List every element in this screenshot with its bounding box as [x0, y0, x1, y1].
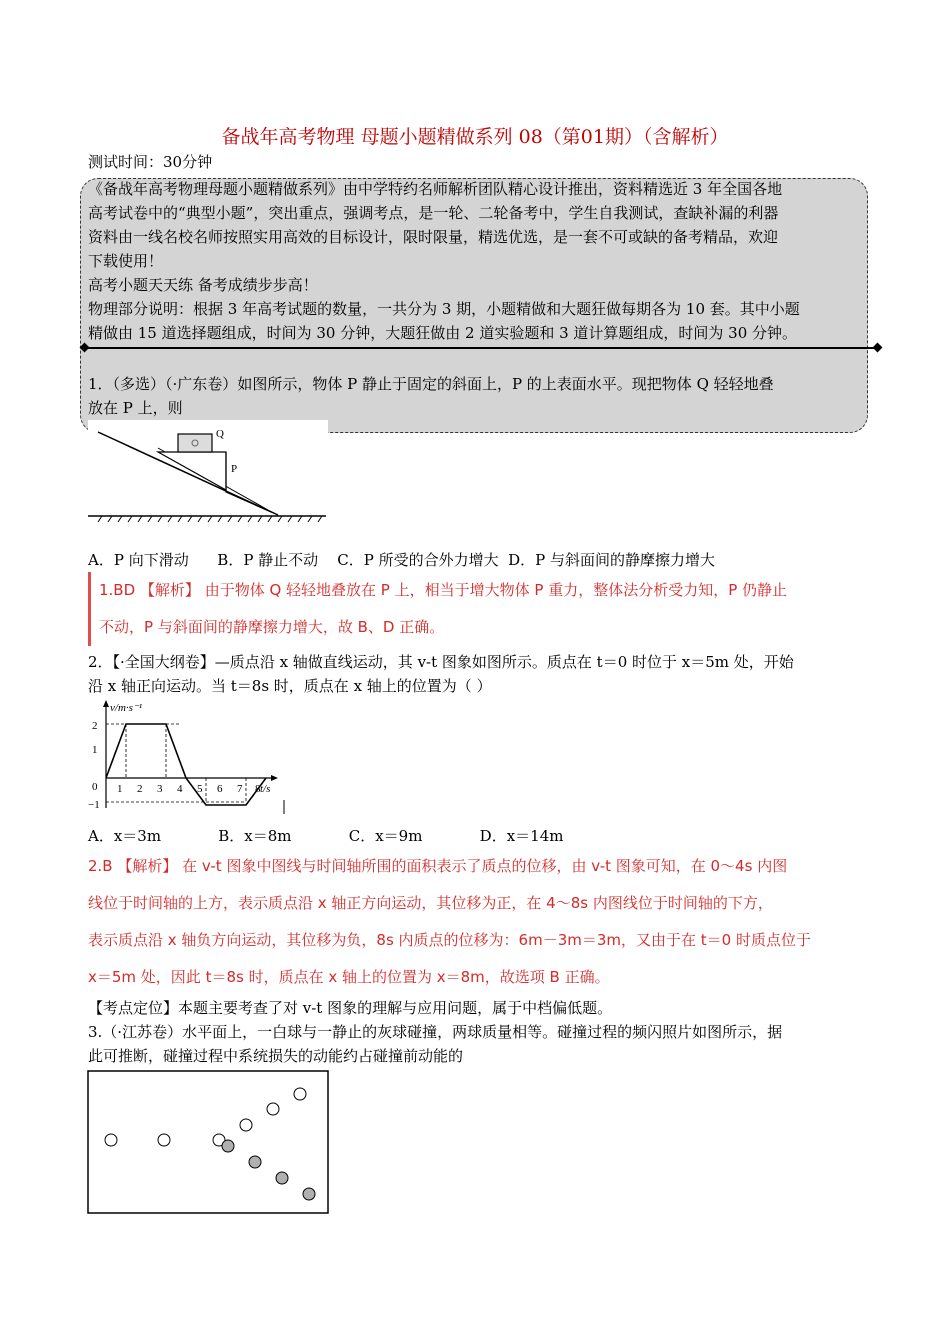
q2-stem-line: 沿 x 轴正向运动。当 t＝8s 时，质点在 x 轴上的位置为（ ）: [88, 677, 492, 695]
gray-ball: [276, 1172, 288, 1184]
x-tick-label: 8: [255, 783, 261, 795]
white-ball: [105, 1134, 117, 1146]
intro-line: 高考小题天天练 备考成绩步步高！: [88, 276, 318, 294]
y-axis-arrow: [103, 700, 109, 707]
q2-answer-line: x＝5m 处，因此 t＝8s 时，质点在 x 轴上的位置为 x＝8m，故选项 B 正确。: [88, 968, 610, 986]
q3-stem-line: 3.（·江苏卷）水平面上，一白球与一静止的灰球碰撞，两球质量相等。碰撞过程的频闪照片如图所示，据: [88, 1023, 783, 1041]
x-tick-label: 4: [177, 783, 183, 795]
gray-ball: [303, 1188, 315, 1200]
q2-options: A．x＝3m B．x＝8m C．x＝9m D．x＝14m: [88, 827, 564, 845]
q2-answer-line: 2.B 【解析】 在 v-t 图象中图线与时间轴所围的面积表示了质点的位移，由 v-t 图象可知，在 0～4s 内图: [88, 857, 788, 875]
q1-options: A．P 向下滑动 B．P 静止不动 C．P 所受的合外力增大 D．P 与斜面间的静摩擦力增大: [88, 551, 716, 569]
x-axis-label: t/s: [260, 783, 271, 795]
kaodian-line: 【考点定位】本题主要考查了对 v-t 图象的理解与应用问题，属于中档偏低题。: [88, 999, 613, 1017]
white-ball: [158, 1134, 170, 1146]
page-title: 备战年高考物理 母题小题精做系列 08（第01期）（含解析）: [221, 126, 729, 148]
test-time: 测试时间：30分钟: [88, 153, 213, 171]
intro-line: 高考试卷中的“典型小题”，突出重点，强调考点，是一轮、二轮备考中，学生自我测试，查缺补漏的利器: [88, 204, 779, 222]
q1-incline-figure: [88, 420, 328, 525]
x-tick-label: 2: [137, 783, 143, 795]
x-tick-label: 1: [117, 783, 123, 795]
y-tick-label: 0: [92, 781, 98, 793]
figure-frame: [88, 1071, 328, 1213]
white-ball: [294, 1088, 306, 1100]
q2-answer: [88, 848, 858, 996]
q1-stem-line: 放在 P 上，则: [88, 399, 183, 417]
intro-line: 下载使用！: [88, 252, 164, 270]
x-axis-arrow: [271, 775, 278, 781]
intro-line: 精做由 15 道选择题组成，时间为 30 分钟，大题狂做由 2 道实验题和 3 道计算题组成，时间为 30 分钟。: [88, 324, 798, 342]
white-ball: [267, 1103, 279, 1115]
label-p: P: [231, 463, 238, 475]
intro-line: 《备战年高考物理母题小题精做系列》由中学特约名师解析团队精心设计推出，资料精选近 3 年全国各地: [88, 180, 783, 198]
x-tick-label: 5: [197, 783, 203, 795]
q1-stem-line: 1．（多选）（·广东卷）如图所示，物体 P 静止于固定的斜面上，P 的上表面水平。现把物体 Q 轻轻地叠: [88, 375, 774, 393]
y-tick-label: 1: [92, 744, 98, 756]
white-ball: [240, 1119, 252, 1131]
diamond-marker-right: [873, 343, 883, 353]
q3-stem-line: 此可推断，碰撞过程中系统损失的动能约占碰撞前动能的: [88, 1047, 464, 1065]
y-tick-label: 2: [92, 720, 98, 732]
q1-answer: [88, 572, 858, 646]
y-axis-label: v/m·s⁻¹: [110, 702, 143, 714]
label-q: Q: [216, 428, 224, 440]
divider-rule: [84, 347, 878, 349]
gray-ball: [249, 1156, 261, 1168]
q1-answer-line: 不动，P 与斜面间的静摩擦力增大，故 B、D 正确。: [99, 618, 445, 636]
q3-strobe-figure: [87, 1070, 331, 1216]
y-tick-label: −1: [88, 799, 100, 811]
q1-answer-line: 1.BD 【解析】 由于物体 Q 轻轻地叠放在 P 上，相当于增大物体 P 重力，整体法分析受力知，P 仍静止: [99, 581, 788, 599]
intro-line: 资料由一线名校名师按照实用高效的目标设计，限时限量，精选优选，是一套不可或缺的备考精品，欢迎: [88, 228, 779, 246]
q2-vt-chart: [88, 698, 288, 816]
x-tick-label: 6: [217, 783, 223, 795]
gray-ball: [222, 1140, 234, 1152]
q2-answer-line: 线位于时间轴的上方，表示质点沿 x 轴正方向运动，其位移为正，在 4～8s 内图线位于时间轴的下方，: [88, 894, 773, 912]
intro-line: 物理部分说明：根据 3 年高考试题的数量，一共分为 3 期，小题精做和大题狂做每期各为 10 套。其中小题: [88, 300, 800, 318]
x-tick-label: 3: [157, 783, 163, 795]
q2-stem-line: 2．【·全国大纲卷】—质点沿 x 轴做直线运动，其 v-t 图象如图所示。质点在 t＝0 时位于 x＝5m 处，开始: [88, 653, 794, 671]
q2-answer-line: 表示质点沿 x 轴负方向运动，其位移为负，8s 内质点的位移为：6m－3m＝3m，又由于在 t＝0 时质点位于: [88, 931, 811, 949]
x-tick-label: 7: [237, 783, 243, 795]
